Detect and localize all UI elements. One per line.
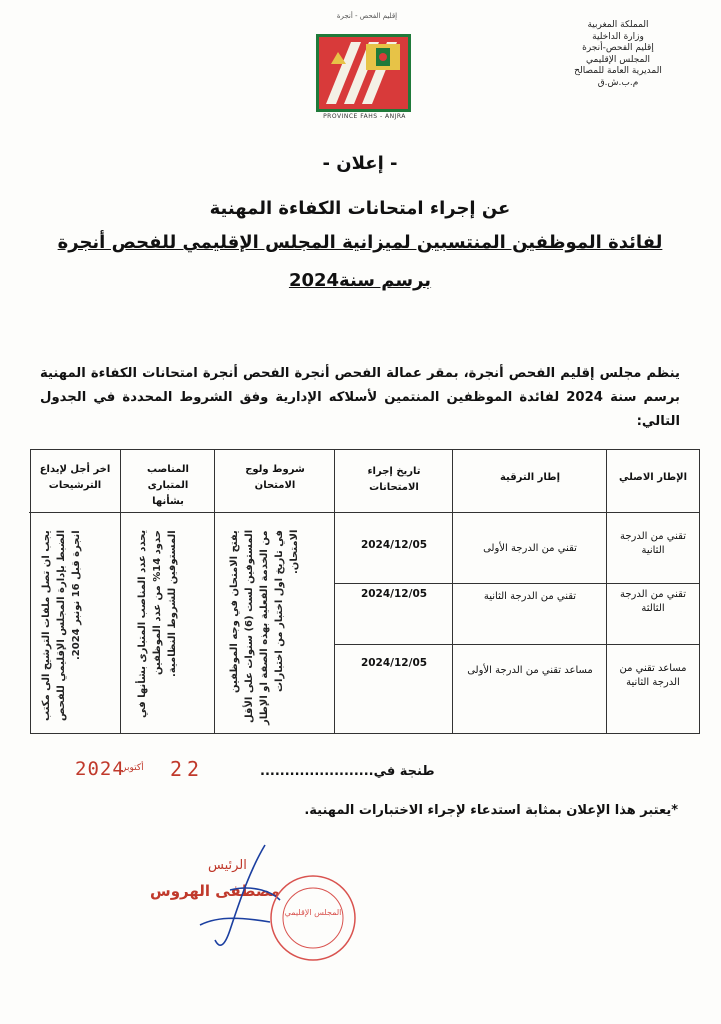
row3-date: 2024/12/05 — [360, 657, 428, 669]
table-divider — [335, 644, 699, 645]
row1-date: 2024/12/05 — [360, 539, 428, 551]
row2-promotion: تقني من الدرجة الثانية — [483, 591, 577, 602]
table-divider — [29, 512, 699, 513]
row2-original: تقني من الدرجة الثالثة — [620, 589, 686, 614]
signatory-name: مصطفى الهروس — [150, 882, 280, 900]
header-administration — [533, 20, 703, 89]
header-deadline: اخر أجل لإيداع الترشيحات — [39, 464, 111, 491]
deadline-text: يجب ان تصل ملفات الترشيح الى مكتب الضبط بإدارة المجلس الإقليمي للفحص انجرة قبل 16 نونبر 2024. — [41, 530, 82, 722]
header-original-grade: الإطار الاصلي — [618, 472, 688, 483]
province-emblem-logo — [316, 34, 411, 112]
table-divider — [335, 583, 699, 584]
stamp-text: المجلس الإقليمي — [284, 908, 342, 917]
handwritten-month: أكتوبر — [122, 763, 144, 773]
header-conditions: شروط ولوج الامتحان — [245, 464, 305, 491]
emblem-latin-caption: PROVINCE FAHS - ANJRA — [323, 113, 406, 120]
official-stamp — [268, 873, 358, 963]
intro-paragraph: ينظم مجلس إقليم الفحص أنجرة، بمقر عمالة الفحص أنجرة الفحص أنجرة امتحانات الكفاءة المهنية برسم سنة 2024 لفائدة الموظفين المنتمين لأسلاكه الإدارية وفق الشروط المحددة في الجدول التالي: — [40, 366, 680, 429]
row1-promotion: تقني من الدرجة الأولى — [483, 543, 577, 554]
place-and-date: طنجة في....................... — [260, 764, 435, 779]
header-line: م.ب.ش.ق — [597, 77, 639, 88]
header-line: إقليم الفحص-أنجرة — [582, 43, 654, 53]
handwritten-day: 22 — [170, 757, 205, 781]
announcement-heading: - إعلان - — [322, 153, 398, 174]
positions-text: يحدد عدد المناصب المتبارى بشأنها في حدود 14% من عدد الموظفين المستوفين للشروط النظامية. — [137, 530, 178, 719]
footnote: *يعتبر هذا الإعلان بمثابة استدعاء لإجراء الاختبارات المهنية. — [304, 803, 678, 818]
signatory-title: الرئيس — [208, 858, 247, 873]
emblem-caption: إقليم الفحص - أنجرة — [336, 12, 398, 20]
title-line-3: برسم سنة2024 — [288, 270, 432, 291]
conditions-text: يفتح الامتحان في وجه الموظفين المستوفين لست (6) سنوات على الأقل من الخدمة الفعلية بهذه الصفة او الإطار في تاريخ اول اختبار من اختبارات الامتحان. — [229, 530, 300, 725]
title-line-1: عن إجراء امتحانات الكفاءة المهنية — [209, 198, 511, 219]
header-line: وزارة الداخلية — [592, 31, 644, 42]
header-line: المملكة المغربية — [587, 20, 649, 30]
row3-promotion: مساعد تقني من الدرجة الأولى — [467, 665, 593, 676]
row3-original: مساعد تقني من الدرجة الثانية — [619, 663, 687, 688]
header-positions: المناصب المتبارى بشأنها — [147, 464, 189, 507]
title-line-2: لفائدة الموظفين المنتسبين لميزانية المجلس الإقليمي للفحص أنجرة — [57, 232, 663, 253]
exam-conditions-table — [30, 449, 700, 734]
header-promotion-grade: إطار الترقية — [499, 472, 561, 483]
header-line: المجلس الإقليمي — [586, 54, 650, 65]
header-exam-date: تاريخ إجراء الامتحانات — [367, 466, 421, 493]
row1-original: تقني من الدرجة الثانية — [620, 531, 686, 556]
header-line: المديرية العامة للمصالح — [574, 66, 662, 76]
handwritten-year: 2024 — [75, 758, 125, 780]
row2-date: 2024/12/05 — [360, 588, 428, 600]
